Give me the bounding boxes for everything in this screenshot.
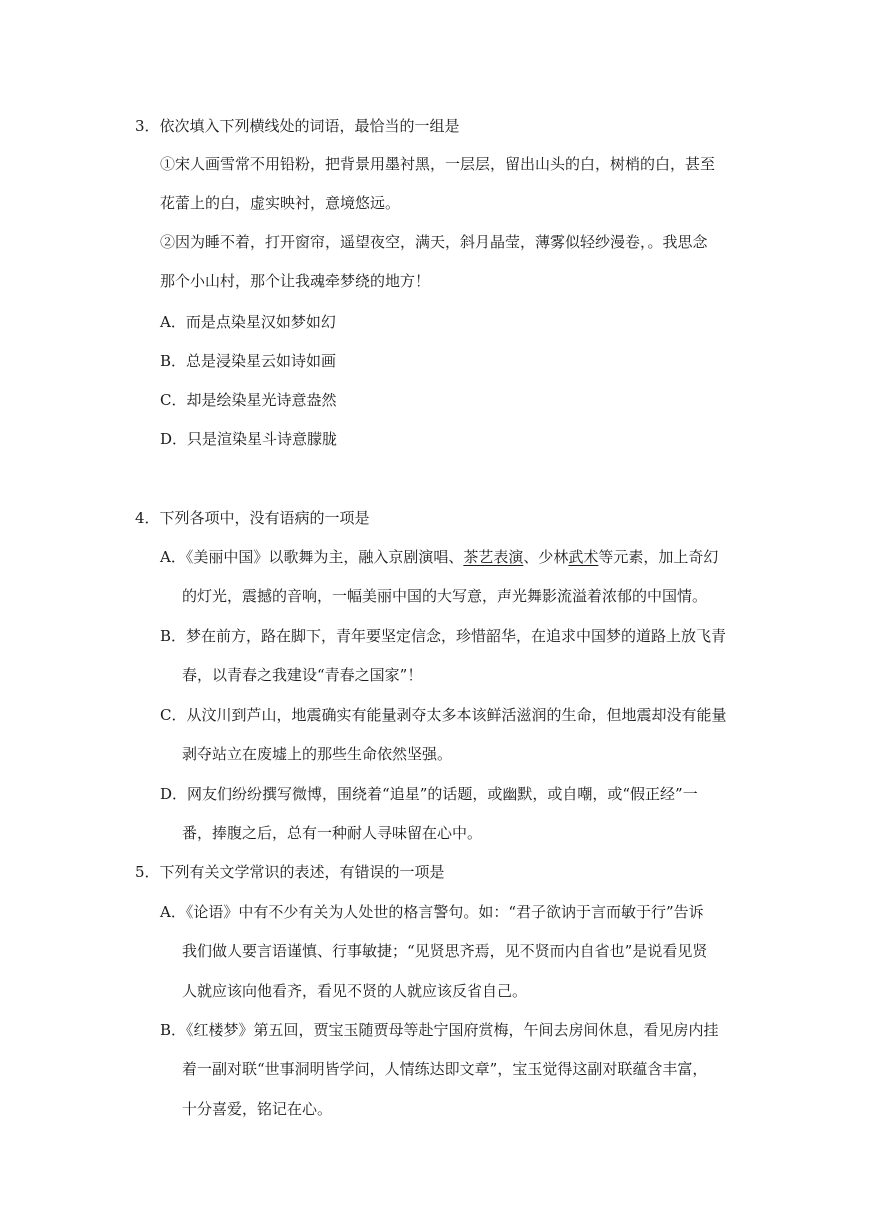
q5-option-b-line3: 十分喜爱，铭记在心。 (182, 1100, 333, 1118)
q3-option-a: A．而是点染星汉如梦如幻 (160, 313, 336, 331)
q4-option-a-text-1: A．《美丽中国》以歌舞为主，融入京剧演唱、 (160, 548, 464, 566)
q4-option-a-underline-1: 茶艺表演 (463, 548, 524, 566)
q4-option-a-line1 (160, 547, 718, 567)
q5-option-b-line2: 着一副对联“世事洞明皆学问，人情练达即文章”，宝玉觉得这副对联蕴含丰富， (182, 1060, 708, 1078)
q3-sentence1-line1: ①宋人画雪常不用铅粉，把背景用墨衬黑，一层层，留出山头的白，树梢的白，甚至 (160, 155, 716, 173)
q3-sentence1-line2: 花蕾上的白，虚实映衬，意境悠远。 (160, 194, 401, 212)
q4-option-a-text-2: 、少林 (523, 548, 569, 566)
q4-option-b-line1: B．梦在前方，路在脚下，青年要坚定信念，珍惜韶华，在追求中国梦的道路上放飞青 (160, 627, 727, 645)
q3-sentence2-line1: ②因为睡不着，打开窗帘，遥望夜空，满天，斜月晶莹，薄雾似轻纱漫卷，。我思念 (160, 233, 708, 251)
q4-option-c-line1: C．从汶川到芦山，地震确实有能量剥夺太多本该鲜活滋润的生命，但地震却没有能量 (160, 706, 727, 724)
q4-stem: 4．下列各项中，没有语病的一项是 (135, 509, 370, 527)
q4-option-b-line2: 春，以青春之我建设“青春之国家”！ (182, 666, 423, 684)
q5-option-a-line3: 人就应该向他看齐，看见不贤的人就应该反省自己。 (182, 982, 528, 1000)
q4-option-a-underline-2: 武术 (568, 548, 599, 566)
q5-stem: 5．下列有关文学常识的表述，有错误的一项是 (135, 863, 445, 881)
q3-option-d: D．只是渲染星斗诗意朦胧 (160, 430, 338, 448)
q3-option-b: B．总是浸染星云如诗如画 (160, 352, 337, 370)
q5-option-a-line1: A．《论语》中有不少有关为人处世的格言警句。如：“君子欲讷于言而敏于行”告诉 (160, 903, 704, 921)
q4-option-d-line2: 番，捧腹之后，总有一种耐人寻味留在心中。 (182, 824, 483, 842)
q4-option-d-line1: D．网友们纷纷撰写微博，围绕着“追星”的话题，或幽默，或自嘲，或“假正经”一 (160, 785, 698, 803)
q3-option-c: C．却是绘染星光诗意盎然 (160, 391, 337, 409)
q3-sentence2-line2: 那个小山村，那个让我魂牵梦绕的地方！ (160, 272, 431, 290)
q4-option-a-text-3: 等元素，加上奇幻 (598, 548, 719, 566)
q4-option-a-line2: 的灯光，震撼的音响，一幅美丽中国的大写意，声光舞影流溢着浓郁的中国情。 (182, 587, 708, 605)
q5-option-a-line2: 我们做人要言语谨慎、行事敏捷；“见贤思齐焉，见不贤而内自省也”是说看见贤 (182, 942, 708, 960)
q4-option-c-line2: 剥夺站立在废墟上的那些生命依然坚强。 (182, 745, 453, 763)
q5-option-b-line1: B．《红楼梦》第五回，贾宝玉随贾母等赴宁国府赏梅，午间去房间休息，看见房内挂 (160, 1021, 719, 1039)
q3-stem: 3．依次填入下列横线处的词语，最恰当的一组是 (135, 117, 460, 135)
